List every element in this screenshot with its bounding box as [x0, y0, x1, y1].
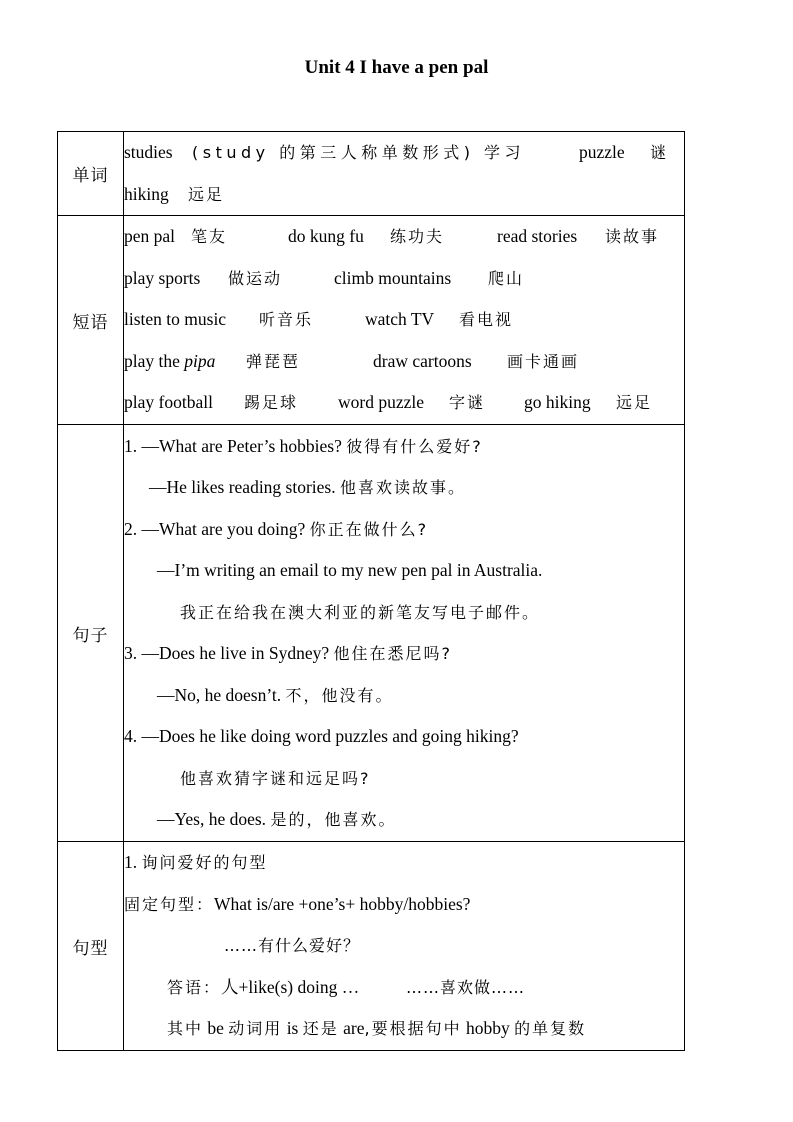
phrase-en: play sports — [124, 267, 201, 288]
phrases-row — [58, 216, 685, 425]
phrase-line — [124, 341, 684, 383]
phrase-line — [124, 216, 684, 258]
phrase-cn: 读故事 — [605, 227, 660, 247]
pattern-line: 答语：人+like(s) doing … ……喜欢做…… — [167, 976, 525, 997]
patterns-label: 句型 — [58, 842, 124, 1051]
phrase-en: draw cartoons — [373, 350, 472, 371]
pattern-line: 其中 be 动词用 is 还是 are,要根据句中 hobby 的单复数 — [167, 1018, 587, 1039]
phrase-cn: 笔友 — [191, 227, 228, 247]
phrase-en: climb mountains — [334, 267, 452, 288]
pattern-line: 固定句型：What is/are +one’s+ hobby/hobbies? — [124, 893, 471, 914]
phrase-en: play the pipa — [124, 350, 216, 371]
phrase-en: pen pal — [124, 226, 176, 247]
sentence-line: 2. —What are you doing? 你正在做什么? — [124, 518, 429, 539]
phrase-cn: 踢足球 — [244, 393, 299, 413]
vocab-content — [124, 132, 685, 216]
sentence-line: 4. —Does he like doing word puzzles and going hiking? — [124, 726, 519, 746]
phrase-cn: 远足 — [616, 393, 653, 413]
vocab-word-studies: studies — [124, 142, 173, 162]
vocab-note-puzzle: 谜 — [650, 143, 669, 162]
phrase-en: word puzzle — [338, 392, 425, 413]
vocab-table — [57, 131, 685, 1051]
sentence-line: 3. —Does he live in Sydney? 他住在悉尼吗? — [124, 643, 452, 663]
phrase-cn: 听音乐 — [259, 310, 314, 330]
sentences-content — [124, 425, 685, 842]
phrase-line — [124, 382, 684, 424]
phrase-cn: 弹琵琶 — [246, 351, 301, 371]
phrase-en: do kung fu — [288, 226, 364, 247]
phrase-cn: 爬山 — [488, 268, 525, 288]
sentence-line: —Yes, he does. 是的，他喜欢。 — [157, 809, 397, 829]
sentence-line: —No, he doesn’t. 不，他没有。 — [157, 684, 394, 705]
sentence-line: 他喜欢猜字谜和远足吗? — [180, 768, 371, 788]
pattern-line: 1. 询问爱好的句型 — [124, 852, 268, 873]
vocab-note-studies: (study 的第三人称单数形式) 学习 — [192, 143, 526, 162]
sentence-line: 1. —What are Peter’s hobbies? 彼得有什么爱好? — [124, 435, 483, 456]
vocab-row — [58, 132, 685, 216]
phrase-line — [124, 299, 684, 341]
phrase-cn: 字谜 — [449, 393, 486, 413]
phrase-cn: 画卡通画 — [507, 351, 580, 371]
phrase-en: listen to music — [124, 309, 227, 330]
phrase-en: read stories — [497, 226, 578, 247]
phrase-en: watch TV — [365, 309, 435, 330]
phrase-line — [124, 258, 684, 300]
phrase-cn: 做运动 — [228, 268, 283, 288]
sentences-label: 句子 — [58, 425, 124, 842]
sentence-line: —I’m writing an email to my new pen pal in Australia. — [157, 560, 543, 580]
phrases-content — [124, 216, 685, 425]
phrase-en: go hiking — [524, 392, 591, 413]
page-title: Unit 4 I have a pen pal — [304, 57, 489, 78]
sentence-line: —He likes reading stories. 他喜欢读故事。 — [149, 477, 467, 497]
phrase-cn: 练功夫 — [390, 227, 445, 247]
vocab-line-2 — [124, 174, 684, 216]
sentence-line: 我正在给我在澳大利亚的新笔友写电子邮件。 — [180, 602, 541, 622]
phrase-cn: 看电视 — [459, 310, 514, 330]
vocab-line-1 — [124, 132, 684, 174]
patterns-row — [58, 842, 685, 1051]
patterns-content — [124, 842, 685, 1051]
vocab-word-puzzle: puzzle — [579, 142, 625, 162]
vocab-word-hiking: hiking — [124, 183, 169, 204]
phrases-label: 短语 — [58, 216, 124, 425]
pattern-line: ……有什么爱好？ — [224, 936, 361, 956]
sentences-row — [58, 425, 685, 842]
phrase-en: play football — [124, 392, 213, 413]
vocab-note-hiking: 远足 — [188, 184, 225, 204]
vocab-label: 单词 — [58, 132, 124, 216]
